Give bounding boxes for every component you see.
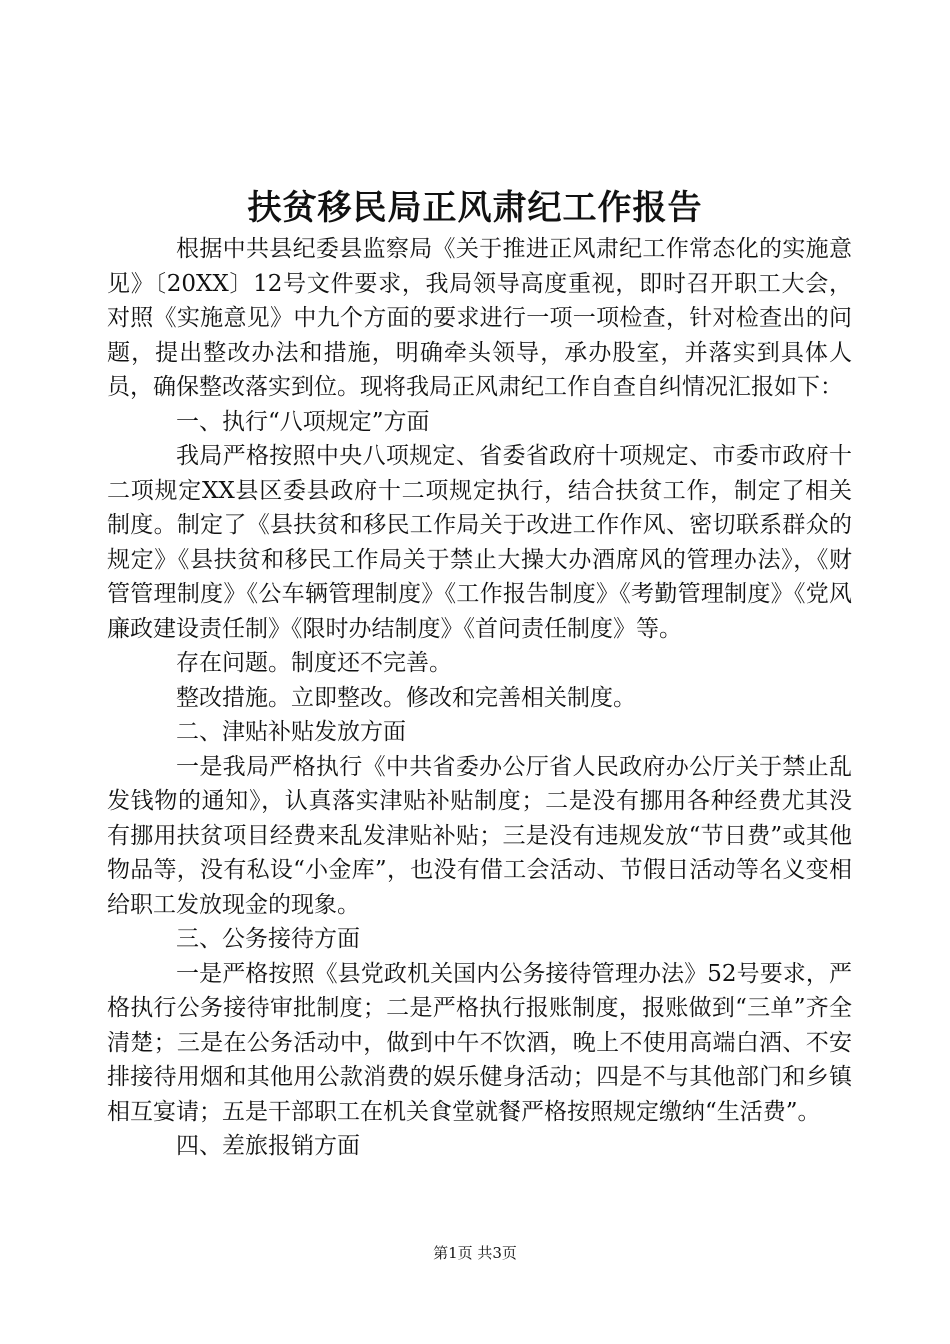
section-heading-2: 二、津贴补贴发放方面 [176, 719, 406, 745]
paragraph-measures: 整改措施。立即整改。修改和完善相关制度。 [176, 684, 636, 711]
paragraph-section-1: 我局严格按照中央八项规定、省委省政府十项规定、市委市政府十二项规定XX县区委县政府十二项规定执行，结合扶贫工作，制定了相关制度。制定了《县扶贫和移民工作局关于改进工作作风、密切联系群众的规定》《县扶贫和移民工作局关于禁止大操大办酒席风的管理办法》，《财管管理制度》《公车辆管理制度》《工作报告制度》《考勤管理制度》《党风廉政建设责任制》《限时办结制度》《首问责任制度》等。 [107, 443, 852, 642]
paragraph-section-2: 一是我局严格执行《中共省委办公厅省人民政府办公厅关于禁止乱发钱物的通知》，认真落实津贴补贴制度；二是没有挪用各种经费尤其没有挪用扶贫项目经费来乱发津贴补贴；三是没有违规发放“节日费”或其他物品等，没有私设“小金库”，也没有借工会活动、节假日活动等名义变相给职工发放现金的现象。 [107, 753, 852, 918]
paragraph-section-3: 一是严格按照《县党政机关国内公务接待管理办法》52号要求，严格执行公务接待审批制度；二是严格执行报账制度，报账做到“三单”齐全清楚；三是在公务活动中，做到中午不饮酒，晚上不使用高端白酒、不安排接待用烟和其他用公款消费的娱乐健身活动；四是不与其他部门和乡镇相互宴请；五是干部职工在机关食堂就餐严格按照规定缴纳“生活费”。 [107, 960, 852, 1125]
document-title: 扶贫移民局正风肃纪工作报告 [247, 188, 703, 228]
document-body [107, 232, 852, 1164]
page-footer: 第1页 共3页 [433, 1244, 517, 1262]
paragraph-problem: 存在问题。制度还不完善。 [176, 650, 452, 676]
section-heading-3: 三、公务接待方面 [176, 926, 360, 952]
paragraph-intro: 根据中共县纪委县监察局《关于推进正风肃纪工作常态化的实施意见》〔20XX〕12号文件要求，我局领导高度重视，即时召开职工大会，对照《实施意见》中九个方面的要求进行一项一项检查，针对检查出的问题，提出整改办法和措施，明确牵头领导，承办股室，并落实到具体人员，确保整改落实到位。现将我局正风肃纪工作自查自纠情况汇报如下： [107, 236, 852, 400]
section-heading-1: 一、执行“八项规定”方面 [176, 408, 430, 435]
section-heading-4: 四、差旅报销方面 [176, 1133, 360, 1159]
